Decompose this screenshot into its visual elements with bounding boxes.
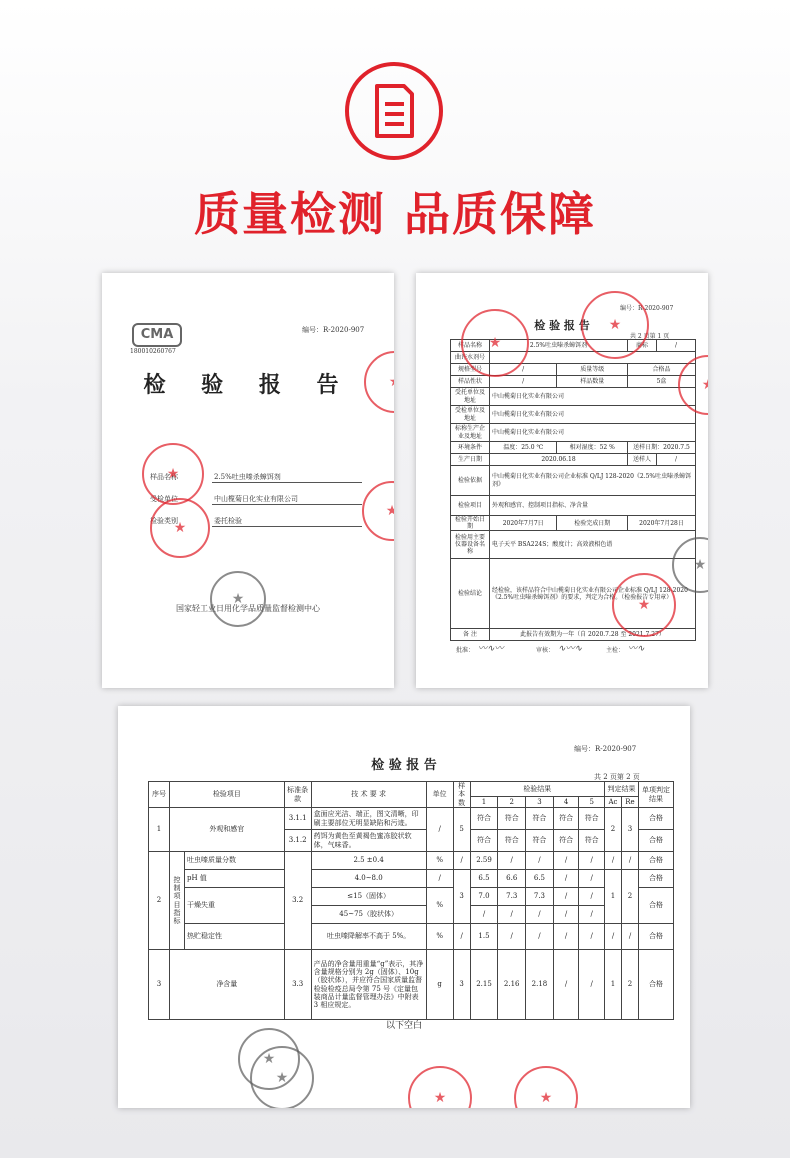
- table-cell: 2: [622, 870, 639, 924]
- table-cell: /: [490, 376, 557, 388]
- report-cover: [102, 273, 394, 688]
- table-cell: 受检单位及地址: [451, 406, 490, 424]
- table-cell: /: [498, 906, 526, 924]
- page-indicator: 共 2 页第 1 页: [630, 333, 670, 340]
- table-cell: /: [526, 924, 554, 950]
- table-cell: 符合: [470, 808, 498, 830]
- table-cell: 1: [605, 870, 622, 924]
- table-cell: /: [579, 888, 605, 906]
- table-cell: 温度：25.0 ℃: [490, 442, 557, 454]
- table-cell: 环境条件: [451, 442, 490, 454]
- table-cell: /: [605, 924, 622, 950]
- table-cell: 2.5 ±0.4: [311, 852, 426, 870]
- seal-stamp: [250, 1046, 314, 1108]
- table-cell: 合格: [639, 888, 674, 924]
- table-cell: 相对湿度：52 %: [557, 442, 628, 454]
- table-cell: 此报告有效期为一年（自 2020.7.28 至 2021.7.27）: [490, 629, 696, 641]
- table-cell: /: [553, 870, 579, 888]
- table-cell: 送样人: [628, 454, 657, 466]
- table-cell: 7.0: [470, 888, 498, 906]
- table-cell: /: [453, 852, 470, 870]
- table-cell: 单项判定结果: [639, 782, 674, 808]
- table-cell: 2: [605, 808, 622, 852]
- field-value: 2.5%吐虫嗪杀蟑饵剂: [214, 473, 281, 481]
- table-cell: /: [622, 852, 639, 870]
- report-number: 编号：R-2020-907: [620, 305, 674, 312]
- table-cell: 检验依据: [451, 466, 490, 496]
- table-cell: /: [579, 852, 605, 870]
- table-cell: 干燥失重: [185, 888, 285, 924]
- report-number: 编号：R-2020-907: [302, 326, 365, 334]
- seal-stamp: [362, 481, 394, 541]
- table-cell: 3: [526, 797, 554, 808]
- table-cell: 3: [453, 870, 470, 924]
- table-cell: 2.18: [526, 950, 554, 1020]
- table-cell: 检验项目: [170, 782, 285, 808]
- report-title: 检 验 报 告: [143, 372, 353, 398]
- table-cell: /: [498, 852, 526, 870]
- table-cell: 电子天平 BSA224S；酸度计；高效液相色谱: [490, 531, 696, 559]
- seal-stamp: [408, 1066, 472, 1108]
- cma-mark-icon: CMA: [132, 323, 182, 347]
- table-cell: 规格型号: [451, 364, 490, 376]
- table-cell: 2020年7月28日: [628, 516, 696, 531]
- table-cell: 合格: [639, 924, 674, 950]
- table-cell: 1: [470, 797, 498, 808]
- table-cell: 标称生产企业及地址: [451, 424, 490, 442]
- table-cell: 符合: [553, 808, 579, 830]
- table-cell: 样本数: [453, 782, 470, 808]
- table-cell: 外观和感官、控制项目指标、净含量: [490, 496, 696, 516]
- seal-stamp: [364, 351, 394, 413]
- results-table: [148, 781, 674, 1020]
- table-cell: 检验结论: [451, 559, 490, 629]
- cert-number: 180010260767: [130, 348, 176, 355]
- table-cell: 判定结果: [605, 782, 639, 797]
- seal-stamp: [461, 309, 529, 377]
- table-cell: 中山榄菊日化实业有限公司: [490, 424, 696, 442]
- table-cell: /: [453, 924, 470, 950]
- table-cell: 技 术 要 求: [311, 782, 426, 808]
- table-cell: 经检验，该样品符合中山榄菊日化实业有限公司企业标准 Q/LJ 128-2020《2.5%吐虫嗪杀蟑饵剂》的要求，判定为合格。（检验报告专用章）: [490, 559, 696, 629]
- signature-stroke: 〰∿〰: [478, 644, 504, 654]
- report-number: 编号：R-2020-907: [574, 745, 637, 753]
- table-cell: /: [579, 924, 605, 950]
- page-indicator: 共 2 页第 2 页: [594, 773, 640, 781]
- table-cell: 4.0~8.0: [311, 870, 426, 888]
- signature-stroke: 〰∿: [628, 644, 645, 654]
- table-cell: 5盒: [628, 376, 696, 388]
- table-cell: 样品数量: [557, 376, 628, 388]
- table-cell: pH 值: [185, 870, 285, 888]
- table-cell: 外观和感官: [170, 808, 285, 852]
- table-cell: 1: [149, 808, 170, 852]
- report-title: 检 验 报 告: [534, 319, 590, 332]
- table-cell: 符合: [526, 808, 554, 830]
- page-headline: 质量检测 品质保障: [193, 187, 596, 241]
- group-label: 控制项目指标: [170, 852, 185, 950]
- table-cell: 盒面应光洁、端正，图文清晰，印刷主要部位无明显缺陷和污迹。: [311, 808, 426, 830]
- table-cell: /: [490, 364, 557, 376]
- table-cell: 3.2: [284, 852, 311, 950]
- table-cell: 2.5%吐虫嗪杀蟑饵剂: [490, 340, 628, 352]
- blank-below-note: 以下空白: [385, 1021, 422, 1031]
- table-cell: /: [526, 906, 554, 924]
- table-cell: /: [426, 808, 453, 852]
- table-cell: 中山榄菊日化实业有限公司: [490, 406, 696, 424]
- signature-stroke: ∿〰∿: [558, 644, 583, 654]
- table-cell: 符合: [498, 808, 526, 830]
- table-cell: 样品性状: [451, 376, 490, 388]
- table-cell: 6.6: [498, 870, 526, 888]
- seal-stamp: [150, 498, 210, 558]
- table-cell: 4: [553, 797, 579, 808]
- table-cell: 2.15: [470, 950, 498, 1020]
- table-cell: /: [622, 924, 639, 950]
- table-cell: /: [553, 888, 579, 906]
- table-cell: 检验结果: [470, 782, 604, 797]
- inspector-label: 主检：: [606, 647, 625, 654]
- table-cell: ≤15（固体）: [311, 888, 426, 906]
- table-cell: 吐虫嗪质量分数: [185, 852, 285, 870]
- table-cell: 3.1.2: [284, 830, 311, 852]
- table-cell: 合格: [639, 808, 674, 830]
- table-cell: 2020.06.18: [490, 454, 628, 466]
- table-cell: 符合: [470, 830, 498, 852]
- table-cell: Re: [622, 797, 639, 808]
- table-cell: 单位: [426, 782, 453, 808]
- table-cell: 检验开始日期: [451, 516, 490, 531]
- table-cell: 吐虫嗪降解率不高于 5%。: [311, 924, 426, 950]
- table-cell: /: [553, 906, 579, 924]
- table-cell: Ac: [605, 797, 622, 808]
- table-cell: 2.59: [470, 852, 498, 870]
- table-cell: 2.16: [498, 950, 526, 1020]
- table-cell: 符合: [579, 808, 605, 830]
- table-cell: 检验项目: [451, 496, 490, 516]
- table-cell: 合格: [639, 852, 674, 870]
- approve-label: 批准：: [456, 647, 475, 654]
- report-title: 检 验 报 告: [371, 758, 437, 773]
- report-page-2: [118, 706, 690, 1108]
- table-cell: 合格: [639, 950, 674, 1020]
- table-cell: /: [553, 924, 579, 950]
- table-cell: 合格: [639, 830, 674, 852]
- field-value: 委托检验: [214, 517, 242, 525]
- table-cell: 质量等级: [557, 364, 628, 376]
- table-cell: 曲许水剂号: [451, 352, 490, 364]
- table-cell: 5: [579, 797, 605, 808]
- issuing-center: 国家轻工业日用化学品质量监督检测中心: [176, 604, 320, 613]
- table-cell: 2: [149, 852, 170, 950]
- table-cell: /: [553, 852, 579, 870]
- table-cell: 序号: [149, 782, 170, 808]
- field-label: 检验类别: [150, 517, 178, 525]
- table-cell: 受托单位及地址: [451, 388, 490, 406]
- table-cell: 3: [149, 950, 170, 1020]
- table-cell: /: [526, 852, 554, 870]
- table-cell: 3: [622, 808, 639, 852]
- table-cell: 1: [605, 950, 622, 1020]
- table-cell: 药饵为黄色至黄褐色蜜冻胶状软体，气味香。: [311, 830, 426, 852]
- table-cell: 检验完成日期: [557, 516, 628, 531]
- table-cell: 7.3: [526, 888, 554, 906]
- table-cell: 3.3: [284, 950, 311, 1020]
- table-cell: 45~75（胶状体）: [311, 906, 426, 924]
- table-cell: 样品名称: [451, 340, 490, 352]
- table-cell: 6.5: [526, 870, 554, 888]
- table-cell: 2: [622, 950, 639, 1020]
- table-cell: %: [426, 852, 453, 870]
- table-cell: /: [553, 950, 579, 1020]
- table-cell: /: [605, 852, 622, 870]
- table-cell: 3.1.1: [284, 808, 311, 830]
- table-cell: 6.5: [470, 870, 498, 888]
- table-cell: %: [426, 924, 453, 950]
- table-cell: 热贮稳定性: [185, 924, 285, 950]
- table-cell: 2020年7月7日: [490, 516, 557, 531]
- table-cell: 7.3: [498, 888, 526, 906]
- seal-stamp: [210, 571, 266, 627]
- table-cell: 中山榄菊日化实业有限公司企业标准 Q/LJ 128-2020《2.5%吐虫嗪杀蟑饵剂》: [490, 466, 696, 496]
- table-cell: 5: [453, 808, 470, 852]
- table-cell: 检验用主要仪器设备名称: [451, 531, 490, 559]
- seal-stamp: [142, 443, 204, 505]
- table-cell: /: [657, 340, 696, 352]
- seal-stamp: [514, 1066, 578, 1108]
- table-cell: 净含量: [170, 950, 285, 1020]
- table-cell: 符合: [526, 830, 554, 852]
- table-cell: /: [426, 870, 453, 888]
- table-cell: 符合: [553, 830, 579, 852]
- table-cell: 标准条款: [284, 782, 311, 808]
- document-icon: [345, 62, 443, 160]
- field-value: 中山榄菊日化实业有限公司: [214, 495, 298, 503]
- field-label: 样品名称: [150, 473, 178, 481]
- table-cell: /: [657, 454, 696, 466]
- report-page-1: [416, 273, 708, 688]
- table-cell: /: [579, 870, 605, 888]
- table-cell: 符合: [579, 830, 605, 852]
- field-label: 受检单位: [150, 495, 178, 503]
- table-cell: 合格: [639, 870, 674, 888]
- table-cell: /: [579, 906, 605, 924]
- table-cell: 3: [453, 950, 470, 1020]
- table-cell: 1.5: [470, 924, 498, 950]
- table-cell: /: [579, 950, 605, 1020]
- table-cell: /: [498, 924, 526, 950]
- table-cell: 2: [498, 797, 526, 808]
- table-cell: 中山榄菊日化实业有限公司: [490, 388, 696, 406]
- table-cell: g: [426, 950, 453, 1020]
- seal-stamp: [581, 291, 649, 359]
- table-cell: /: [470, 906, 498, 924]
- seal-stamp: [612, 573, 676, 637]
- review-label: 审核：: [536, 647, 555, 654]
- table-cell: %: [426, 888, 453, 924]
- table-cell: 送样日期：2020.7.5: [628, 442, 696, 454]
- table-cell: 合格品: [628, 364, 696, 376]
- table-cell: 产品的净含量用重量“g”表示，其净含量规格分别为 2g（固体）、10g（胶状体），并应符合国家质量监督检验检疫总局令第 75 号《定量包装商品计量监督管理办法》中附表 3 相应规定。: [311, 950, 426, 1020]
- table-cell: 备 注: [451, 629, 490, 641]
- table-cell: 生产日期: [451, 454, 490, 466]
- table-cell: 商标: [628, 340, 657, 352]
- table-cell: 符合: [498, 830, 526, 852]
